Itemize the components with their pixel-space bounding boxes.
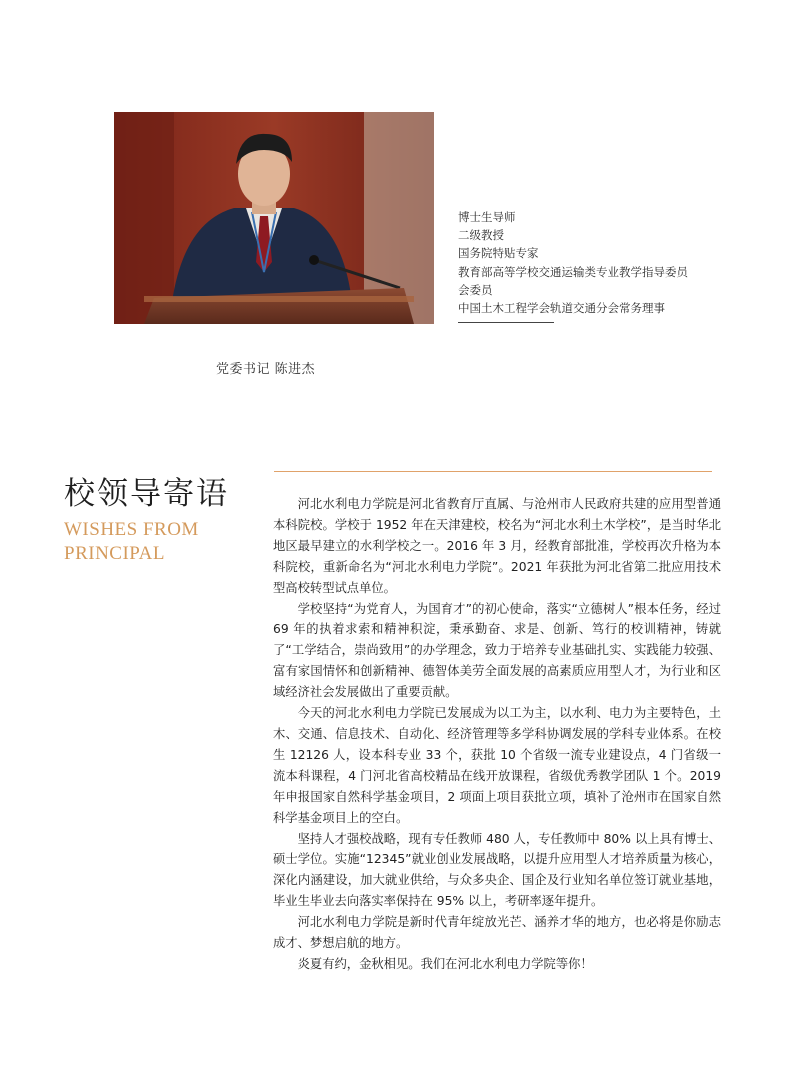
credentials-divider (458, 322, 554, 323)
paragraph: 河北水利电力学院是河北省教育厅直属、与沧州市人民政府共建的应用型普通本科院校。学校于 1952 年在天津建校，校名为“河北水利土木学校”，是当时华北地区最早建立的水利学校之一。2016 年 3 月，经教育部批准，学校再次升格为本科院校，重新命名为“河北水利电力学院”。2021 年获批为河北省第二批应用技术型高校转型试点单位。 (273, 497, 721, 595)
photo-caption: 党委书记 陈进杰 (216, 362, 316, 377)
subtitle-line: PRINCIPAL (64, 543, 165, 564)
credential-line: 中国土木工程学会轨道交通分会常务理事 (458, 301, 665, 316)
credential-line: 国务院特贴专家 (458, 246, 539, 261)
paragraph: 河北水利电力学院是新时代青年绽放光芒、涵养才华的地方，也必将是你励志成才、梦想启航的地方。 (273, 915, 721, 951)
paragraph: 今天的河北水利电力学院已发展成为以工为主，以水利、电力为主要特色，土木、交通、信息技术、自动化、经济管理等多学科协调发展的学科专业体系。在校生 12126 人，设本科专业 33 个，获批 10 个省级一流专业建设点，4 门省级一流本科课程，4 门河北省高校精品在线开放课程，省级优秀教学团队 1 个。2019 年申报国家自然科学基金项目，2 项面上项目获批立项，填补了沧州市在国家自然科学基金项目上的空白。 (273, 706, 721, 825)
credential-line: 博士生导师 (458, 210, 516, 224)
credential-line: 会委员 (458, 282, 493, 297)
credentials-list (458, 208, 778, 317)
section-divider (274, 471, 712, 472)
message-body (273, 494, 721, 975)
section-title: 校领导寄语 (64, 476, 229, 512)
credential-line: 教育部高等学校交通运输类专业教学指导委员 (458, 264, 688, 279)
credential-line: 二级教授 (458, 228, 504, 243)
paragraph: 学校坚持“为党育人，为国育才”的初心使命，落实“立德树人”根本任务，经过 69 年的执着求索和精神积淀，秉承勤奋、求是、创新、笃行的校训精神，铸就了“工学结合，崇尚致用”的办学理念，致力于培养专业基础扎实、实践能力较强、富有家国情怀和创新精神、德智体美劳全面发展的高素质应用型人才，为行业和区域经济社会发展做出了重要贡献。 (273, 601, 721, 700)
paragraph: 坚持人才强校战略，现有专任教师 480 人，专任教师中 80% 以上具有博士、硕士学位。实施“12345”就业创业发展战略，以提升应用型人才培养质量为核心，深化内涵建设，加大就业供给，与众多央企、国企及行业知名单位签订就业基地，毕业生毕业去向落实率保持在 95% 以上，考研率逐年提升。 (273, 831, 721, 909)
subtitle-line: WISHES FROM (64, 519, 199, 540)
portrait-illustration (114, 112, 434, 324)
portrait-photo (114, 112, 434, 324)
section-subtitle (64, 518, 264, 566)
paragraph: 炎夏有约，金秋相见。我们在河北水利电力学院等你！ (297, 956, 593, 971)
